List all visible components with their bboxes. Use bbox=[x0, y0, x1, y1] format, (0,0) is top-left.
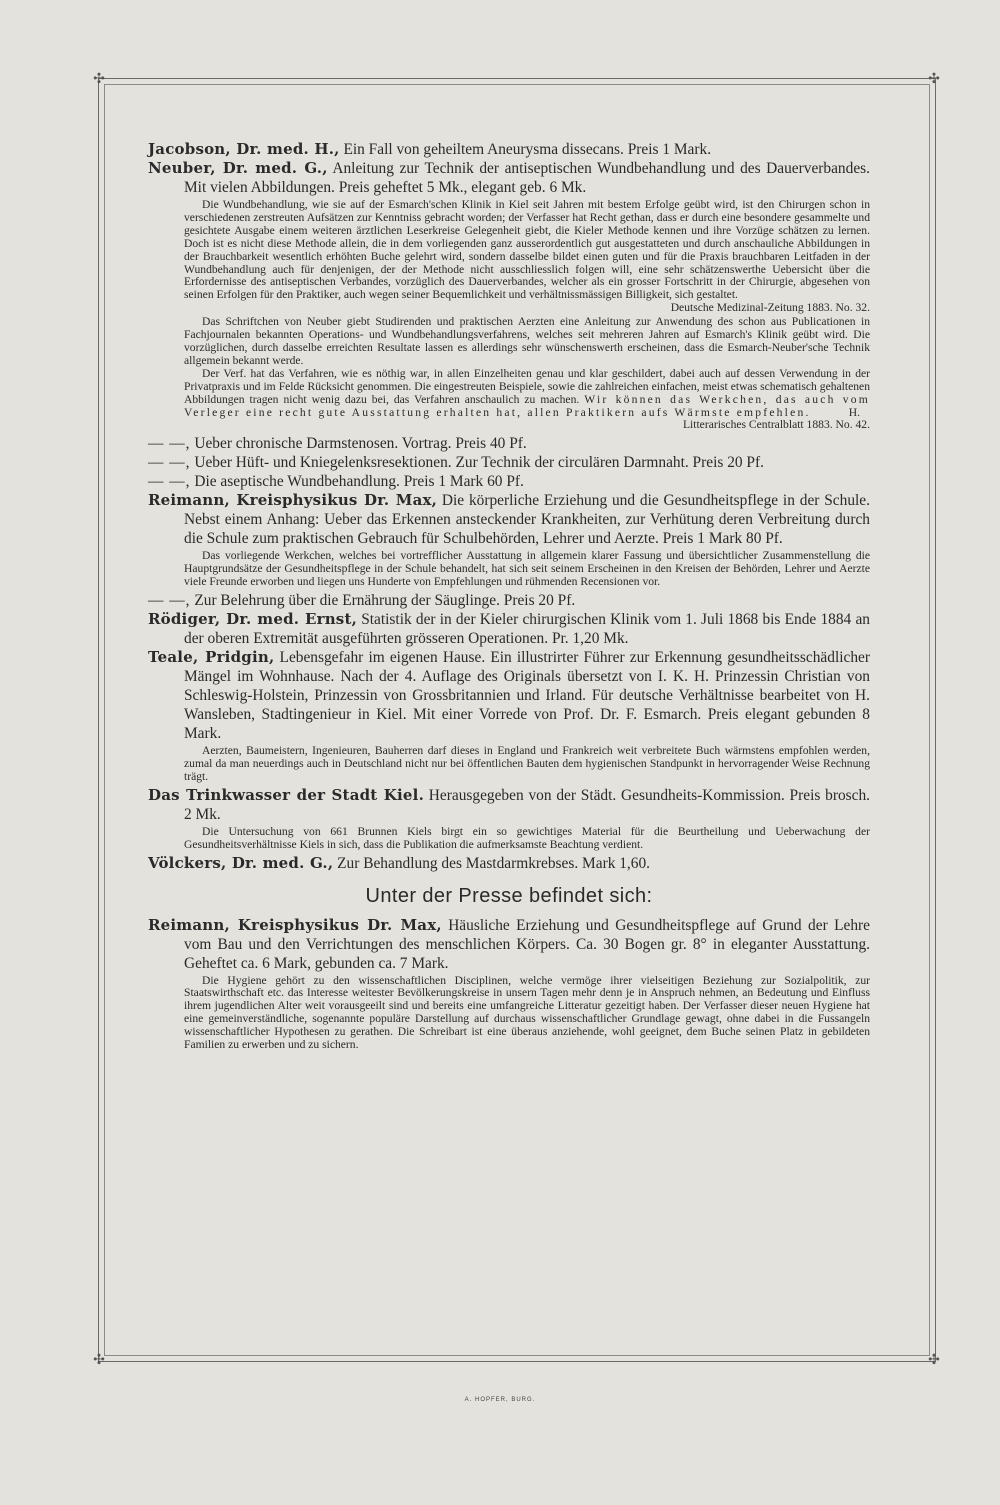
catalogue-content bbox=[148, 140, 870, 1054]
entry-neuber bbox=[148, 159, 870, 197]
review-emphasis: Wir können das Werkchen, das auch vom Verleger eine recht gute Ausstattung erhalten hat, allen Praktikern aufs Wärmste empfehlen. bbox=[184, 392, 871, 419]
entry-author: Reimann, Kreisphysikus Dr. Max, bbox=[148, 491, 438, 510]
entry-text: Statistik der in der Kieler chirurgischen Klinik vom 1. Juli 1868 bis Ende 1884 an der oberen Extremität ausgeführten grösseren Operationen. Pr. 1,20 Mk. bbox=[184, 611, 870, 648]
entry-author: Jacobson, Dr. med. H., bbox=[148, 140, 340, 158]
review-paragraph: Die Hygiene gehört zu den wissenschaftlichen Disciplinen, welche vermöge ihrer vielseitigen Beziehung zur Sozialpolitik, zur Staatswirthschaft etc. das Interesse weitester Bevölkerungskreise in unsern Tagen mehr denn je in Anspruch nehmen, an Bedeutung und Einfluss ihrem jugendlichen Alter weit vorausgeeilt sind und bereits eine umfangreiche Litteratur gezeitigt haben. Der Verfasser dieser neuen Hygiene hat eine gemeinverständliche, sogenannte populäre Darstellung auf durchaus wissenschaftlicher Grundlage gewagt, ohne dabei in die Fussangeln wissenschaftlicher Hypothesen zu gerathen. Die Schreibart ist eine überaus anziehende, wohl geeignet, dem Buche seinen Platz in gebildeten Familien zu erwerben und zu sichern. bbox=[184, 973, 870, 1052]
review-source: Litterarisches Centralblatt 1883. No. 42. bbox=[682, 418, 870, 432]
review-reimann-forthcoming bbox=[148, 975, 870, 1052]
review-paragraph: Aerzten, Baumeistern, Ingenieuren, Bauherren darf dieses in England und Frankreich weit verbreitete Buch wärmstens empfohlen werden, zumal da man neuerdings auch in Deutschland nicht nur bei öffentlichen Bauten dem hygienischen Standpunkt in hervorragender Weise Rechnung trägt. bbox=[184, 744, 870, 783]
entry-roediger bbox=[148, 610, 870, 648]
entry-text: Häusliche Erziehung und Gesundheitspflege auf Grund der Lehre vom Bau und den Verrichtungen des menschlichen Körpers. Ca. 30 Bogen gr. 8° in eleganter Ausstattung. Geheftet ca. 6 Mark, gebunden ca. 7 Mark. bbox=[184, 916, 870, 972]
entry-text: Zur Behandlung des Mastdarmkrebses. Mark 1,60. bbox=[337, 854, 651, 872]
entry-text: Zur Belehrung über die Ernährung der Säuglinge. Preis 20 Pf. bbox=[194, 592, 576, 610]
entry-trinkwasser bbox=[148, 786, 870, 824]
entry-text: Herausgegeben von der Städt. Gesundheits-Kommission. Preis brosch. 2 Mk. bbox=[184, 786, 870, 823]
review-paragraph: Die Untersuchung von 661 Brunnen Kiels birgt ein so gewichtiges Material für die Beurtheilung und Ueberwachung der Gesundheitsverhältnisse Kiels in sich, dass die Publikation die aufmerksamste Beachtung verdient. bbox=[184, 824, 870, 851]
entry-text: Anleitung zur Technik der antiseptischen Wundbehandlung und des Dauerverbandes. Mit vielen Abbildungen. Preis geheftet 5 Mk., elegant geb. 6 Mk. bbox=[184, 160, 870, 196]
entry-voelckers bbox=[148, 854, 870, 873]
entry-reimann-forthcoming bbox=[148, 916, 870, 973]
review-paragraph: Das Schriftchen von Neuber giebt Studirenden und praktischen Aerzten eine Anleitung zur Anwendung des schon aus Publicationen in Fachjournalen bekannten Operations- und Wundbehandlungsverfahrens, welches seit mehreren Jahren auf Esmarch's Klinik geübt wird. Die vorzüglichen, durch dasselbe erreichten Resultate lassen es allerdings sehr wünschenswerth erscheinen, dass die Esmarch-Neuber'sche Technik allgemein bekannt werde. bbox=[184, 315, 870, 367]
review-reimann bbox=[148, 550, 870, 589]
entry-dash-mark: — —, bbox=[148, 592, 191, 610]
entry-dash-mark: — —, bbox=[148, 454, 191, 472]
entry-jacobson bbox=[148, 140, 870, 159]
review-paragraph: Die Wundbehandlung, wie sie auf der Esmarch'schen Klinik in Kiel seit Jahren mit bestem Erfolge geübt wird, ist den Chirurgen schon in verschiedenen zerstreuten Aufsätzen zur Kenntniss gebracht worden; der Verfasser hat Recht gethan, dass er durch eine besondere gesammelte und gesichtete Ausgabe einem weiteren ärztlichen Leserkreise Gelegenheit giebt, die Kieler Methode kennen und ihre Vorzüge schätzen zu lernen. Doch ist es nicht diese Methode allein, die in dem vorliegenden ganz ausserordentlich gut ausgestatteten und durch anschauliche Abbildungen in der Brauchbarkeit wesentlich erhöhten Buche gelehrt wird, sondern dasselbe bildet einen guten und für die Praxis brauchbaren Leitfaden in der Wundbehandlung auch für denjenigen, der der Methode nicht ausschliesslich folgen will, eine sehr schätzenswerthe Uebersicht über die Erfordernisse des antiseptischen Verbandes, vorzüglich des Dauerverbandes, welcher als ein grosser Fortschritt in der Chirurgie, abgesehen von seinen Erfolgen für den Praktiker, auch wegen seiner Bequemlichkeit und verhältnissmässigen Billigkeit, sich gestaltet. bbox=[184, 198, 870, 302]
entry-author: Das Trinkwasser der Stadt Kiel. bbox=[148, 785, 424, 804]
entry-text: Ein Fall von geheiltem Aneurysma dissecans. Preis 1 Mark. bbox=[343, 141, 712, 158]
entry-dash-mark: — —, bbox=[148, 435, 191, 453]
review-teale bbox=[148, 745, 870, 784]
review-source: Deutsche Medizinal-Zeitung 1883. No. 32. bbox=[670, 301, 870, 315]
entry-text: Die körperliche Erziehung und die Gesundheitspflege in der Schule. Nebst einem Anhang: Ueber das Erkennen ansteckender Krankheiten, zur Verhütung deren Verbreitung durch die Schule zum praktischen Gebrauch für Schulbehörden, Lehrer und Aerzte. Preis 1 Mark 80 Pf. bbox=[184, 492, 870, 548]
corner-ornament-icon: ✣ bbox=[93, 71, 105, 87]
printer-imprint: A. HOPFER, BURG. bbox=[464, 1397, 536, 1403]
review-signature: H. bbox=[848, 405, 860, 419]
entry-dash-mark: — —, bbox=[148, 473, 191, 491]
entry-author: Teale, Pridgin, bbox=[148, 648, 275, 667]
entry-text: Die aseptische Wundbehandlung. Preis 1 Mark 60 Pf. bbox=[194, 473, 524, 491]
entry-text: Ueber Hüft- und Kniegelenksresektionen. Zur Technik der circulären Darmnaht. Preis 20 Pf. bbox=[194, 454, 764, 472]
entry-dash bbox=[148, 434, 870, 453]
entry-author: Völckers, Dr. med. G., bbox=[148, 853, 334, 872]
corner-ornament-icon: ✣ bbox=[928, 71, 940, 87]
entry-author: Rödiger, Dr. med. Ernst, bbox=[148, 610, 357, 629]
entry-teale bbox=[148, 648, 870, 743]
entry-text: Lebensgefahr im eigenen Hause. Ein illustrirter Führer zur Erkennung gesundheitsschädlicher Mängel im Wohnhause. Nach der 4. Auflage des Originals übersetzt von I. K. H. Prinzessin Christian von Schleswig-Holstein, Prinzessin von Grossbritannien und Irland. Für deutsche Verhältnisse bearbeitet von H. Wansleben, Stadtingenieur in Kiel. Mit einer Vorrede von Prof. Dr. F. Esmarch. Preis elegant gebunden 8 Mark. bbox=[184, 649, 870, 743]
review-text: Der Verf. hat das Verfahren, wie es nöthig war, in allen Einzelheiten genau und klar geschildert, dabei auch auf dessen Verwendung in der Privatpraxis und im Felde Rücksicht genommen. Die eingestreuten Beispiele, sowie die zahlreichen einfachen, meist etwas schematisch gehaltenen Abbildungen tragen nicht wenig dazu bei, das Verfahren anschaulich zu machen. bbox=[184, 366, 870, 406]
review-neuber bbox=[148, 199, 870, 432]
corner-ornament-icon: ✣ bbox=[928, 1352, 940, 1368]
entry-dash bbox=[148, 472, 870, 491]
entry-reimann bbox=[148, 491, 870, 548]
review-paragraph: Das vorliegende Werkchen, welches bei vortrefflicher Ausstattung in allgemein klarer Fassung und übersichtlicher Zusammenstellung die Hauptgrundsätze der Gesundheitspflege in der Schule behandelt, hat sich seit seinem Erscheinen in den Kreisen der Behörden, Lehrer und Aerzte viele Freunde erworben und liegen uns Hunderte von Empfehlungen und rühmenden Recensionen vor. bbox=[184, 549, 870, 589]
entry-author: Neuber, Dr. med. G., bbox=[148, 159, 328, 177]
section-heading: Unter der Presse befindet sich: bbox=[365, 884, 653, 907]
entry-text: Ueber chronische Darmstenosen. Vortrag. Preis 40 Pf. bbox=[194, 435, 527, 453]
entry-dash bbox=[148, 591, 870, 610]
review-paragraph bbox=[184, 368, 870, 420]
entry-dash bbox=[148, 453, 870, 472]
review-trinkwasser bbox=[148, 826, 870, 852]
entry-author: Reimann, Kreisphysikus Dr. Max, bbox=[148, 915, 442, 934]
corner-ornament-icon: ✣ bbox=[93, 1352, 105, 1368]
